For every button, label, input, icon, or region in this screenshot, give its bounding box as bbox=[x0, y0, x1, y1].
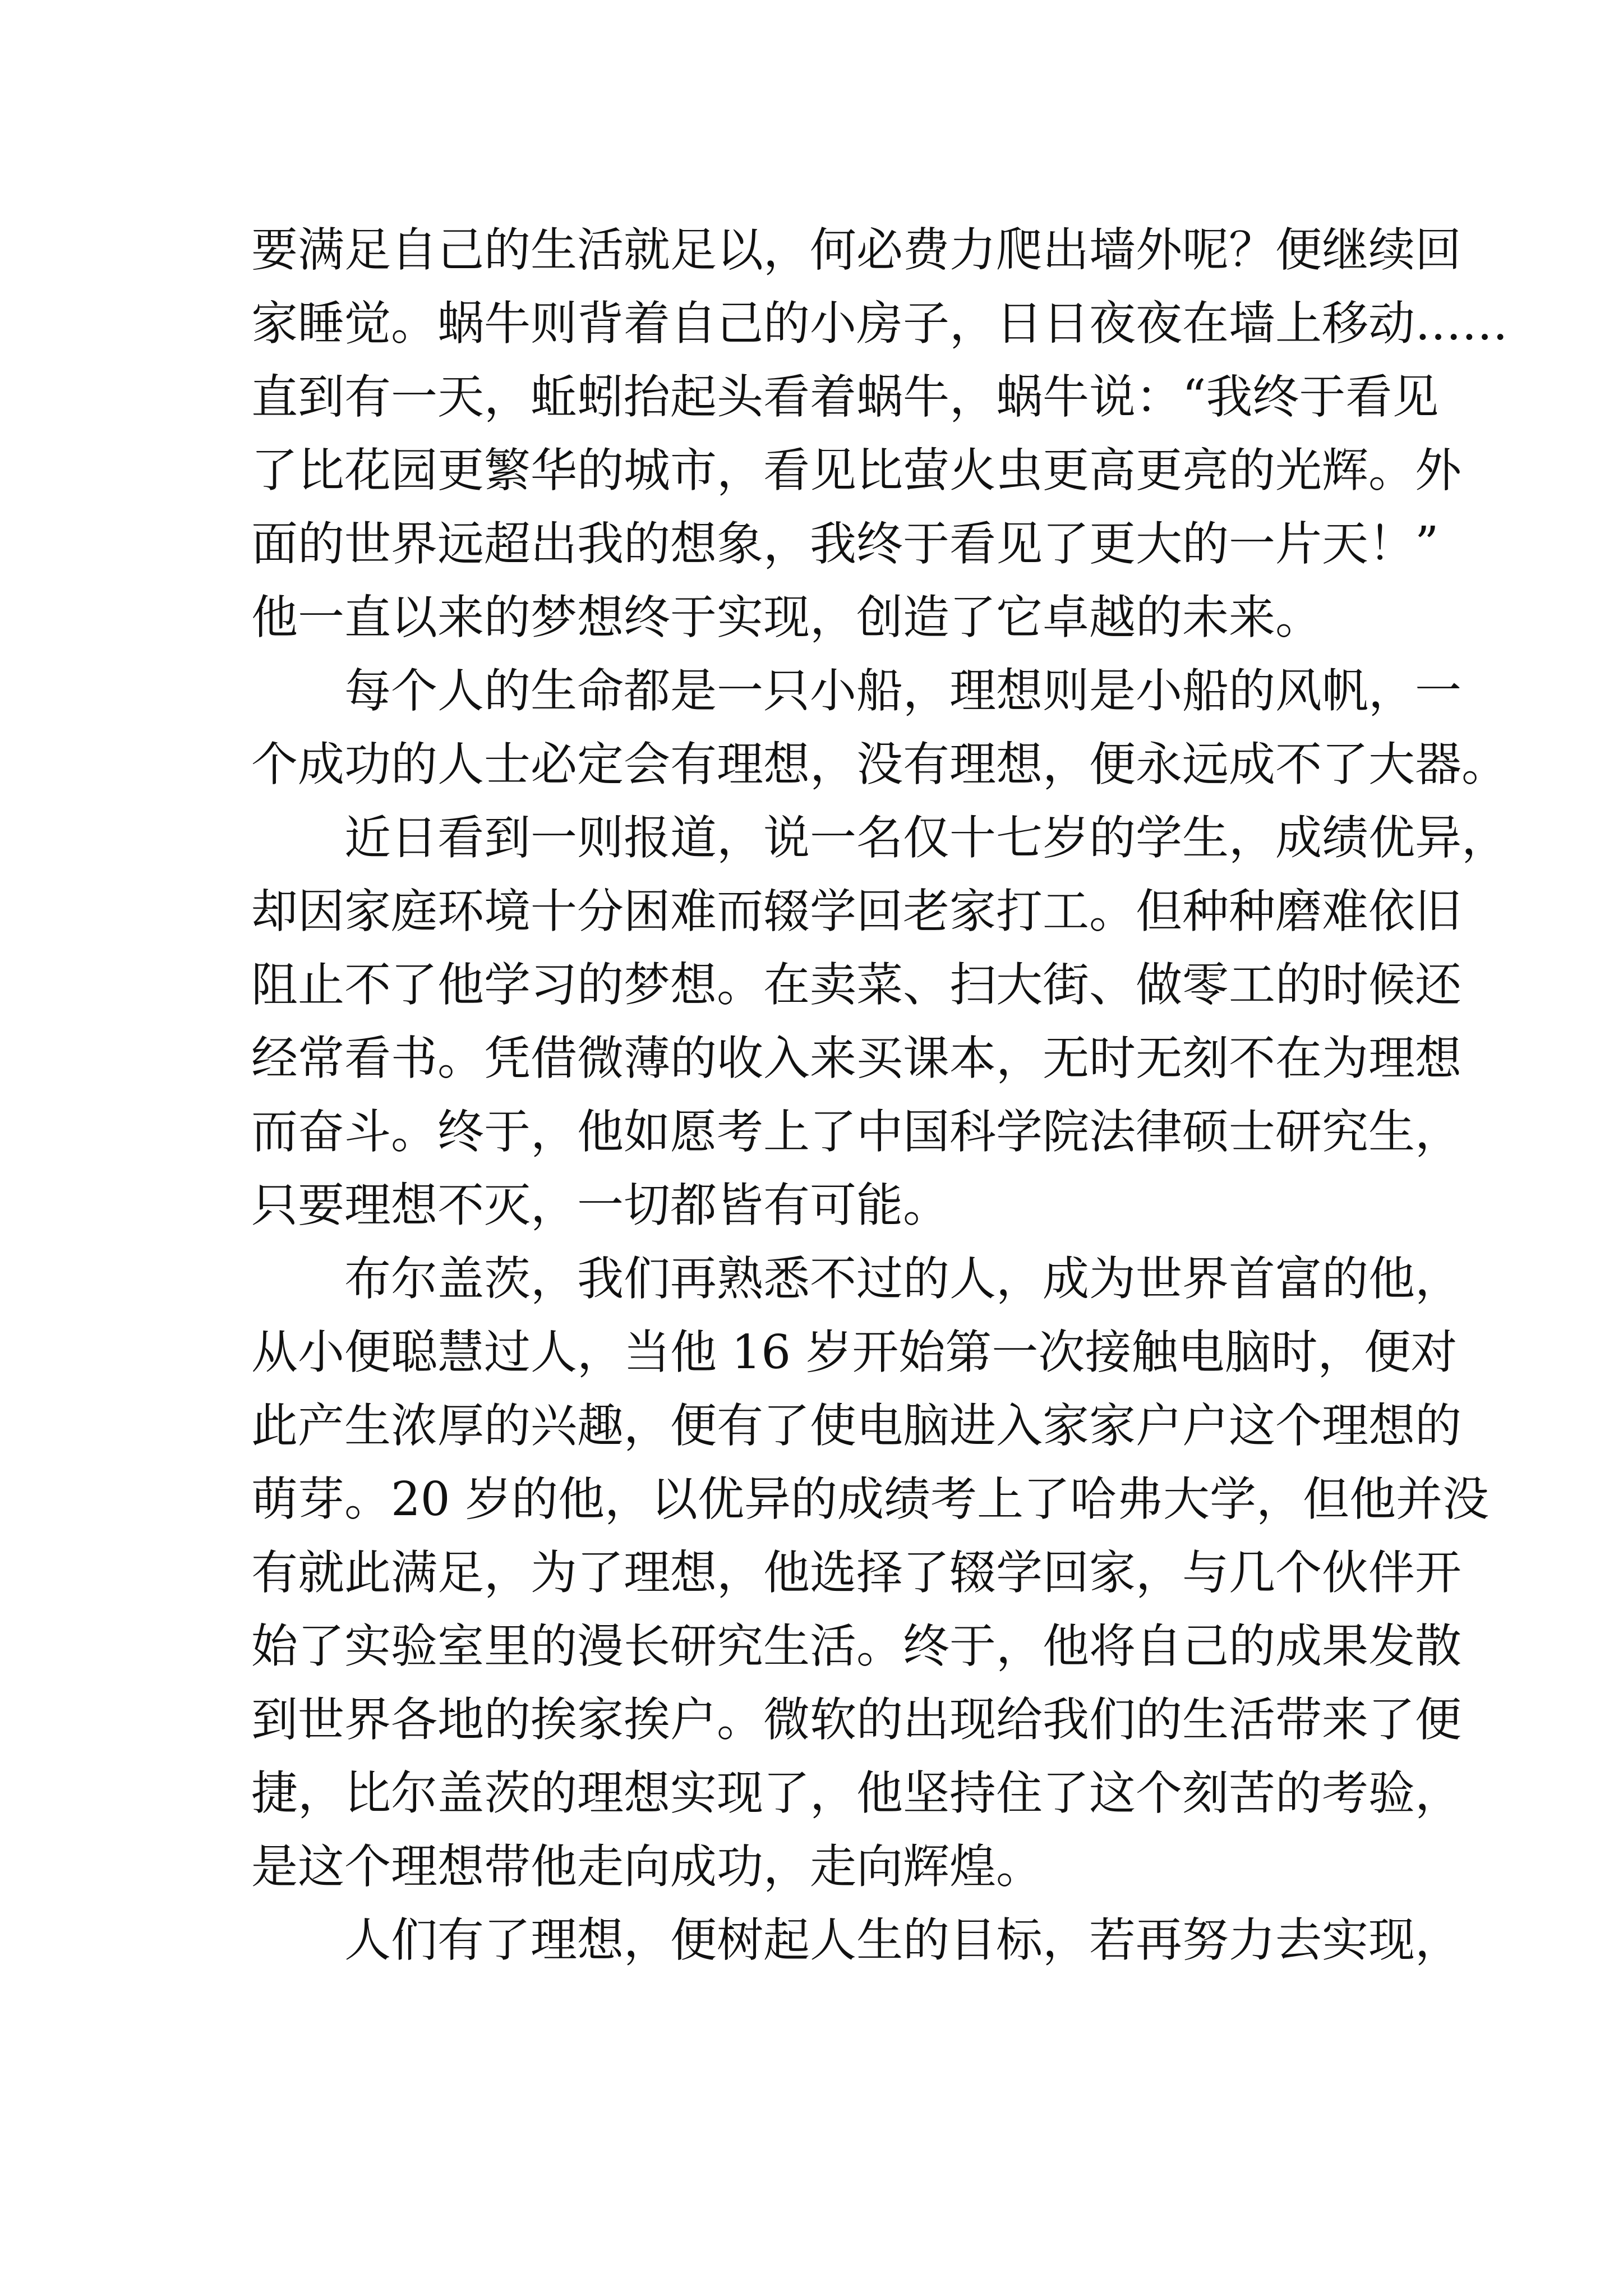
text-line: 却因家庭环境十分困难而辍学回老家打工。但种种磨难依旧 bbox=[251, 884, 1461, 938]
paragraph-first-line: 人们有了理想，便树起人生的目标，若再努力去实现， bbox=[344, 1913, 1461, 1967]
text-line: 要满足自己的生活就足以，何必费力爬出墙外呢？便继续回 bbox=[251, 223, 1461, 277]
text-line: 经常看书。凭借微薄的收入来买课本，无时无刻不在为理想 bbox=[251, 1031, 1461, 1085]
text-line: 个成功的人士必定会有理想，没有理想，便永远成不了大器。 bbox=[251, 737, 1508, 792]
text-line: 到世界各地的挨家挨户。微软的出现给我们的生活带来了便 bbox=[251, 1692, 1461, 1747]
text-line: 了比花园更繁华的城市，看见比萤火虫更高更亮的光辉。外 bbox=[251, 443, 1461, 498]
text-line: 而奋斗。终于，他如愿考上了中国科学院法律硕士研究生， bbox=[251, 1105, 1461, 1159]
text-line: 此产生浓厚的兴趣，便有了使电脑进入家家户户这个理想的 bbox=[251, 1398, 1461, 1453]
text-line: 是这个理想带他走向成功，走向辉煌。 bbox=[251, 1839, 1043, 1894]
paragraph-first-line: 布尔盖茨，我们再熟悉不过的人，成为世界首富的他， bbox=[344, 1251, 1461, 1306]
text-line: 有就此满足，为了理想，他选择了辍学回家，与几个伙伴开 bbox=[251, 1545, 1461, 1600]
paragraph-first-line: 近日看到一则报道，说一名仅十七岁的学生，成绩优异， bbox=[344, 811, 1508, 865]
paragraph-first-line: 每个人的生命都是一只小船，理想则是小船的风帆，一 bbox=[344, 664, 1461, 718]
text-line: 从小便聪慧过人，当他 16 岁开始第一次接触电脑时，便对 bbox=[251, 1325, 1458, 1379]
text-line: 阻止不了他学习的梦想。在卖菜、扫大街、做零工的时候还 bbox=[251, 958, 1461, 1012]
text-line: 始了实验室里的漫长研究生活。终于，他将自己的成果发散 bbox=[251, 1619, 1461, 1673]
text-line: 直到有一天，蚯蚓抬起头看着蜗牛，蜗牛说：“我终于看见 bbox=[251, 370, 1439, 424]
text-line: 家睡觉。蜗牛则背着自己的小房子，日日夜夜在墙上移动…… bbox=[251, 296, 1508, 351]
text-line: 萌芽。20 岁的他，以优异的成绩考上了哈弗大学，但他并没 bbox=[251, 1472, 1489, 1526]
text-line: 他一直以来的梦想终于实现，创造了它卓越的未来。 bbox=[251, 590, 1322, 645]
text-line: 捷，比尔盖茨的理想实现了，他坚持住了这个刻苦的考验， bbox=[251, 1766, 1461, 1820]
body-text bbox=[251, 213, 1508, 1977]
text-line: 面的世界远超出我的想象，我终于看见了更大的一片天！” bbox=[251, 517, 1439, 571]
text-line: 只要理想不灭，一切都皆有可能。 bbox=[251, 1178, 949, 1232]
